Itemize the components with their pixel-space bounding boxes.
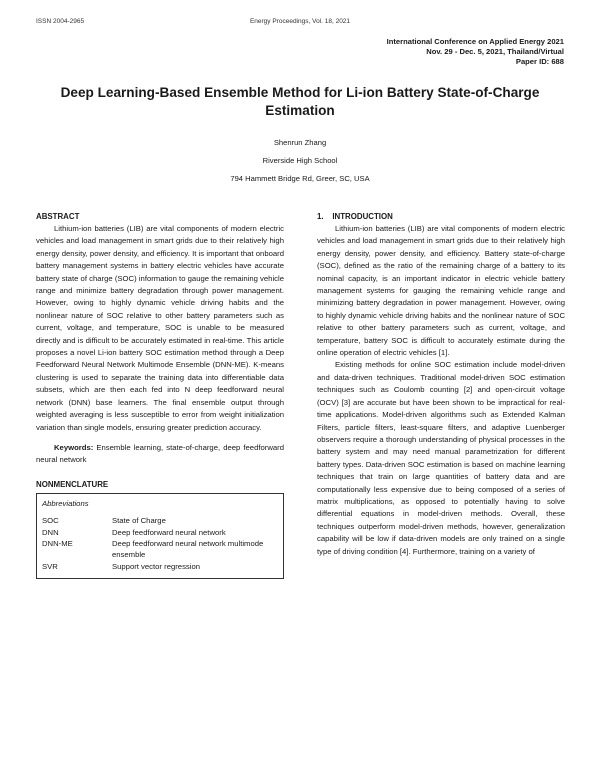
keywords-label: Keywords:	[54, 442, 94, 452]
nomenclature-abbr: DNN-ME	[42, 538, 73, 548]
issn: ISSN 2004-2965	[36, 18, 85, 25]
nomenclature-heading: NONMENCLATURE	[36, 479, 109, 489]
author-affiliation: Riverside High School	[262, 156, 338, 165]
journal-name: Energy Proceedings, Vol. 18, 2021	[249, 18, 351, 25]
author-name: Shenrun Zhang	[273, 138, 327, 147]
conference-dates: Nov. 29 - Dec. 5, 2021, Thailand/Virtual	[426, 47, 564, 57]
paper-title: Deep Learning-Based Ensemble Method for Li-ion Battery State-of-Charge Estimation	[60, 85, 540, 118]
abstract-text: Lithium-ion batteries (LIB) are vital components of modern electric vehicles and load management in smart grids due to their relatively high energy density, power density, and efficiency. It is important that onboard battery management systems in battery electric vehicles have accurate battery state of charge (SOC) information to gauge the remaining vehicle range and minimize battery degradation through power management. However, owing to highly dynamic vehicle driving habits and the nonlinear nature of SOC relative to other battery parameters such as current, voltage, and temperature, SOC is unable to be measured directly and is difficult to be accurately estimated in real-time. This article proposes a novel Li-ion battery SOC estimation method through a Deep Feedforward Neural Network Multimode Ensemble (DNN-ME). K-means clustering is used to separate the training data into differentiable data subsets, which are then each fed into N deep feedforward neural network (DNN) base learners. The final ensemble output through weighted averaging is less susceptible to error from weight initialization variation than single models, ensuring greater prediction accuracy.	[36, 224, 284, 432]
nomenclature-row	[42, 527, 278, 538]
left-column	[36, 211, 284, 579]
nomenclature-subheading: Abbreviations	[42, 498, 89, 508]
nomenclature-def: State of Charge	[112, 516, 166, 526]
nomenclature-def: Deep feedforward neural network	[112, 527, 226, 537]
introduction-paragraph-2: Existing methods for online SOC estimation include model-driven and data-driven techniques. Traditional model-driven SOC estimation techniques such as Coulomb counting [2] and open-circuit voltage (OCV) [3] are accurate but have been shown to be impractical for real-time applications. Model-driven algorithms such as Extended Kalman Filters, particle filters, least-square filters, and adaptive Luenberger observers require a thorough understanding of physical processes in the battery system and may need manual parametrization for different battery types. Data-driven SOC estimation is based on machine learning techniques that train on large quantities of battery data and are computationally less expensive due to being composed of a series of matrix multiplications, as opposed to potentially having to solve differential equations in model-driven methods. Overall, these techniques outperform model-driven methods, however, generalization capability will be low if data-driven models are only trained on a single type of driving condition [4]. Furthermore, training on a variety of	[317, 360, 565, 556]
nomenclature-abbr: SOC	[42, 516, 59, 526]
paper-id: Paper ID: 688	[515, 57, 564, 67]
right-column	[317, 211, 565, 558]
nomenclature-row	[42, 515, 278, 526]
abstract-heading: ABSTRACT	[36, 212, 80, 221]
introduction-heading: 1. INTRODUCTION	[317, 212, 393, 221]
nomenclature-def: Deep feedforward neural network multimode ensemble	[112, 538, 264, 560]
keywords	[36, 442, 284, 467]
introduction-paragraph-1: Lithium-ion batteries (LIB) are vital components of modern electric vehicles and load management in smart grids due to their relatively high energy density, power density, and efficiency. Battery state-of-charge (SOC), defined as the ratio of the remaining charge of a battery to its nominal capacity, is an important indicator in electric vehicle battery management systems for gauging the remaining vehicle range and minimizing battery degradation in power management. However, owing to highly dynamic vehicle driving habits and the nonlinear nature of SOC relative to other battery parameters such as current, voltage, and temperature, battery SOC is difficult to accurately estimate during the online operation of electric vehicles [1].	[317, 224, 565, 358]
nomenclature-table	[36, 493, 284, 579]
keywords-text: Ensemble learning, state-of-charge, deep feedforward neural network	[36, 442, 284, 465]
nomenclature-abbr: DNN	[42, 527, 59, 537]
nomenclature-row	[42, 538, 278, 561]
author-block	[0, 134, 600, 188]
conference-info	[387, 37, 564, 68]
conference-name: International Conference on Applied Energy 2021	[386, 37, 564, 46]
nomenclature-abbr: SVR	[42, 561, 58, 571]
nomenclature-def: Support vector regression	[112, 561, 201, 571]
author-address: 794 Hammett Bridge Rd, Greer, SC, USA	[230, 174, 370, 183]
nomenclature-row	[42, 561, 278, 572]
